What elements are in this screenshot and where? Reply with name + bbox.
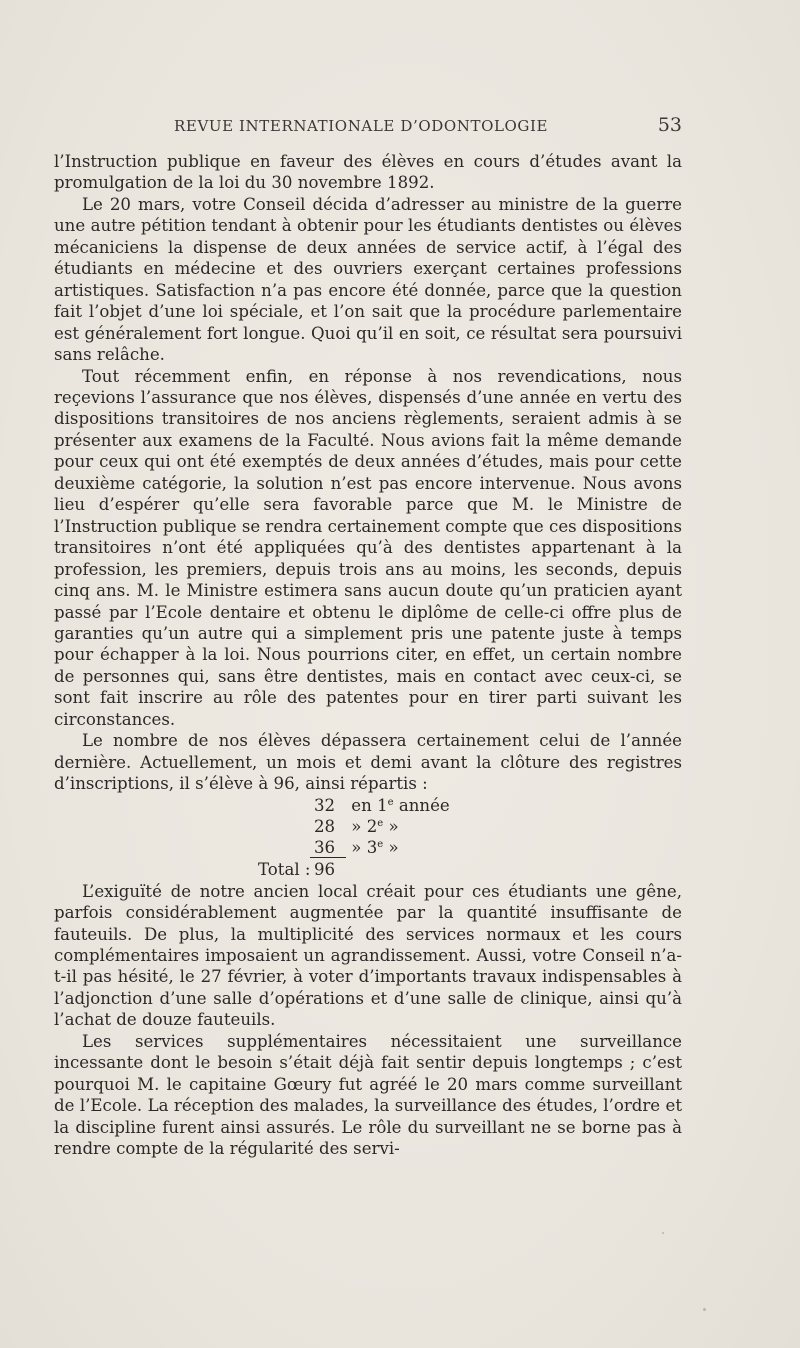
paragraph: Le nombre de nos élèves dépassera certainement celui de l’année dernière. Actuellement, un mois et demi avant la clôture des registres d’inscriptions, il s’élève à 96, ainsi répartis :: [54, 731, 682, 794]
paragraph: Les services supplémentaires nécessitaient une surveillance incessante dont le besoin s’était déjà fait sentir depuis longtemps ; c’est pourquoi M. le capitaine Gœury fut agréé le 20 mars comme surveillant de l’Ecole. La réception des malades, la surveillance des études, l’ordre et la discipline furent ainsi assurés. Le rôle du surveillant ne se borne pas à rendre compte de la régularité des servi-: [54, 1031, 682, 1159]
tally-count: 32: [314, 795, 336, 815]
paragraph: Tout récemment enfin, en réponse à nos revendications, nous reçevions l’assurance que nos élèves, dispensés d’une année en vertu des dispositions transitoires de nos anciens règlements, seraient admis à se présenter aux examens de la Faculté. Nous avions fait la même demande pour ceux qui ont été exemptés de deux années d’études, mais pour cette deuxième catégorie, la solution n’est pas encore intervenue. Nous avons lieu d’espérer qu’elle sera favorable parce que M. le Ministre de l’Instruction publique se rendra certainement compte que ces dispositions transitoires n’ont été appliquées qu’à des dentistes appartenant à la profession, les premiers, depuis trois ans au moins, les seconds, depuis cinq ans. M. le Ministre estimera sans aucun doute qu’un praticien ayant passé par l’Ecole dentaire et obtenu le diplôme de celle-ci offre plus de garanties qu’un autre qui a simplement pris une patente juste à temps pour échapper à la loi. Nous pourrions citer, en effet, un certain nombre de personnes qui, sans être dentistes, mais en contact avec ceux-ci, se sont fait inscrire au rôle des patentes pour en tirer parti suivant les circonstances.: [54, 366, 682, 729]
running-title: REVUE INTERNATIONALE D’ODONTOLOGIE: [174, 117, 549, 135]
paper-speck: [703, 1308, 706, 1311]
page-number: 53: [657, 114, 682, 136]
page-header: [174, 114, 682, 139]
tally-row: [314, 816, 399, 837]
paragraph: L’exiguïté de notre ancien local créait pour ces étudiants une gêne, parfois considérablement augmentée par la quantité insuffisante de fauteuils. De plus, la multiplicité des services normaux et les cours complémentaires imposaient un agrandissement. Aussi, votre Conseil n’a-t-il pas hésité, le 27 février, à voter d’importants travaux indispensables à l’adjonction d’une salle d’opérations et d’une salle de clinique, ainsi qu’à l’achat de douze fauteuils.: [54, 881, 682, 1030]
tally-row: [314, 795, 450, 816]
sum-rule: [310, 857, 346, 858]
body-text: [54, 151, 682, 1159]
tally-label: » 2e »: [351, 816, 399, 836]
paper-speck: [662, 1232, 664, 1234]
paragraph: Le 20 mars, votre Conseil décida d’adresser au ministre de la guerre une autre pétition tendant à obtenir pour les étudiants dentistes ou élèves mécaniciens la dispense de deux années de service actif, à l’égal des étudiants en médecine et des ouvriers exerçant certaines professions artistiques. Satisfaction n’a pas encore été donnée, parce que la question fait l’objet d’une loi spéciale, et l’on sait que la procédure parlementaire est généralement fort longue. Quoi qu’il en soit, ce résultat sera poursuivi sans relâche.: [54, 194, 682, 365]
tally-count: 28: [314, 816, 336, 836]
paragraph: l’Instruction publique en faveur des élèves en cours d’études avant la promulgation de la loi du 30 novembre 1892.: [54, 152, 682, 193]
enrollment-tally: [54, 795, 682, 881]
total-value: 96: [314, 859, 336, 879]
total-label: Total :: [258, 859, 311, 879]
tally-label: en 1e année: [351, 795, 450, 815]
tally-label: » 3e »: [351, 837, 399, 857]
tally-count: 36: [314, 837, 336, 857]
tally-row: [314, 837, 399, 858]
